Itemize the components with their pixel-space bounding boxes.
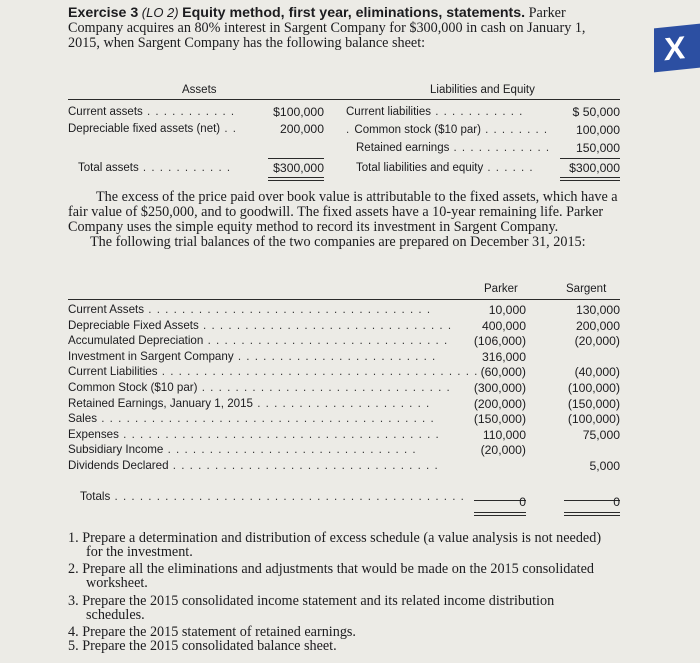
header-rule <box>68 99 620 100</box>
tb-sargent-value: (20,000) <box>574 334 620 349</box>
question-4: 4. Prepare the 2015 statement of retained earnings. <box>68 624 356 640</box>
question-5: 5. Prepare the 2015 consolidated balance sheet. <box>68 638 337 654</box>
tb-parker-value: 10,000 <box>488 303 526 317</box>
question-3: 3. Prepare the 2015 consolidated income statement and its related income distribution <box>68 593 555 609</box>
question-3-cont: schedules. <box>86 607 145 623</box>
question-1: 1. Prepare a determination and distribution of excess schedule (a value analysis is not needed) <box>68 530 602 546</box>
bs-dep-fixed-value: 200,000 <box>279 122 324 136</box>
bs-retained-row: Retained earnings . . . . . . . . . . . . <box>356 142 551 154</box>
intro-line-1: Parker <box>528 5 566 21</box>
tb-parker-value: 110,000 <box>482 427 526 442</box>
exercise-title: Equity method, first year, eliminations, statements. <box>182 5 526 21</box>
bs-common-stock-row: . Common stock ($10 par) . . . . . . . . <box>346 124 549 136</box>
col-sargent: Sargent <box>566 283 607 295</box>
tb-sargent-value: (100,000) <box>567 412 620 427</box>
para2-line-4: The following trial balances of the two companies are prepared on December 31, 2015: <box>90 234 586 250</box>
bs-common-stock-value: 100,000 <box>575 123 620 137</box>
tb-row-label: Current Assets . . . . . . . . . . . . . . . . . . . . . . . . . . . . . . . . . . <box>68 303 432 316</box>
totals-row: Totals . . . . . . . . . . . . . . . . . . . . . . . . . . . . . . . . . . . . . . . . . . <box>80 490 465 503</box>
tb-parker-value: 400,000 <box>481 318 526 333</box>
tb-parker-value: (300,000) <box>473 381 526 395</box>
tb-row-label: Dividends Declared . . . . . . . . . . . . . . . . . . . . . . . . . . . . . . . . <box>68 459 439 472</box>
excel-icon: X <box>654 24 700 73</box>
tb-parker-value: 316,000 <box>481 349 526 364</box>
tb-row-label: Subsidiary Income . . . . . . . . . . . . . . . . . . . . . . . . . . . . . . <box>68 443 417 457</box>
para2-line-1: The excess of the price paid over book value is attributable to the fixed assets, which have a <box>96 189 618 205</box>
tb-sargent-value: (100,000) <box>567 381 620 395</box>
tb-row-label: Retained Earnings, January 1, 2015 . . . . . . . . . . . . . . . . . . . . . <box>68 396 431 410</box>
bs-current-assets-value: $100,000 <box>273 105 324 119</box>
col-parker: Parker <box>484 283 518 295</box>
tb-row-label: Common Stock ($10 par) . . . . . . . . . . . . . . . . . . . . . . . . . . . . . . <box>68 381 451 394</box>
tb-row-label: Expenses . . . . . . . . . . . . . . . . . . . . . . . . . . . . . . . . . . . . . . <box>68 427 440 441</box>
learning-objective: (LO 2) <box>141 5 179 20</box>
tb-sargent-value: 75,000 <box>582 427 620 442</box>
bs-total-assets-row: Total assets . . . . . . . . . . . <box>78 162 232 174</box>
para2-line-2: fair value of $250,000, and to goodwill. The fixed assets have a 10-year remaining life. Parker <box>68 204 604 220</box>
tb-parker-value: (150,000) <box>473 412 526 427</box>
tb-sargent-value: (150,000) <box>567 396 620 411</box>
bs-current-liab-row: Current liabilities . . . . . . . . . . . <box>346 106 524 118</box>
intro-line-2: Company acquires an 80% interest in Sargent Company for $300,000 in cash on January 1, <box>68 20 586 36</box>
bs-current-assets-row: Current assets . . . . . . . . . . . <box>68 106 236 118</box>
bs-retained-value: 150,000 <box>575 141 620 155</box>
intro-line-3: 2015, when Sargent Company has the following balance sheet: <box>68 35 426 51</box>
totals-parker: 0 <box>519 495 526 509</box>
assets-header: Assets <box>182 84 217 96</box>
question-2: 2. Prepare all the eliminations and adjustments that would be made on the 2015 consolidated <box>68 561 594 577</box>
bs-total-le-value: $300,000 <box>569 161 620 175</box>
tb-parker-value: (20,000) <box>480 443 526 458</box>
tb-sargent-value: 130,000 <box>575 303 620 317</box>
tb-row-label: Investment in Sargent Company . . . . . . . . . . . . . . . . . . . . . . . . <box>68 349 437 363</box>
bs-total-le-row: Total liabilities and equity . . . . . . <box>356 162 534 174</box>
totals-sargent: 0 <box>613 495 620 509</box>
tb-row-label: Sales . . . . . . . . . . . . . . . . . . . . . . . . . . . . . . . . . . . . . . . . <box>68 412 435 426</box>
tb-row-label: Accumulated Depreciation . . . . . . . . . . . . . . . . . . . . . . . . . . . . . <box>68 334 449 348</box>
question-1-cont: for the investment. <box>86 544 193 560</box>
tb-parker-value: (106,000) <box>473 334 526 349</box>
exercise-number: Exercise 3 <box>68 5 139 21</box>
question-2-cont: worksheet. <box>86 575 148 591</box>
tb-row-label: Depreciable Fixed Assets . . . . . . . . . . . . . . . . . . . . . . . . . . . . . . <box>68 318 453 332</box>
para2-line-3: Company uses the simple equity method to record its investment in Sargent Company. <box>68 219 559 235</box>
trial-header-rule <box>68 299 620 300</box>
tb-parker-value: (200,000) <box>473 396 526 411</box>
tb-row-label: Current Liabilities . . . . . . . . . . . . . . . . . . . . . . . . . . . . . . . . . . . . . . <box>68 365 479 379</box>
bs-dep-fixed-row: Depreciable fixed assets (net) . . <box>68 123 237 135</box>
tb-parker-value: (60,000) <box>480 365 526 380</box>
liabilities-header: Liabilities and Equity <box>430 84 535 96</box>
tb-sargent-value: 5,000 <box>589 459 620 473</box>
bs-current-liab-value: $ 50,000 <box>572 105 620 119</box>
tb-sargent-value: 200,000 <box>575 318 620 333</box>
tb-sargent-value: (40,000) <box>574 365 620 380</box>
bs-total-assets-value: $300,000 <box>273 161 324 175</box>
